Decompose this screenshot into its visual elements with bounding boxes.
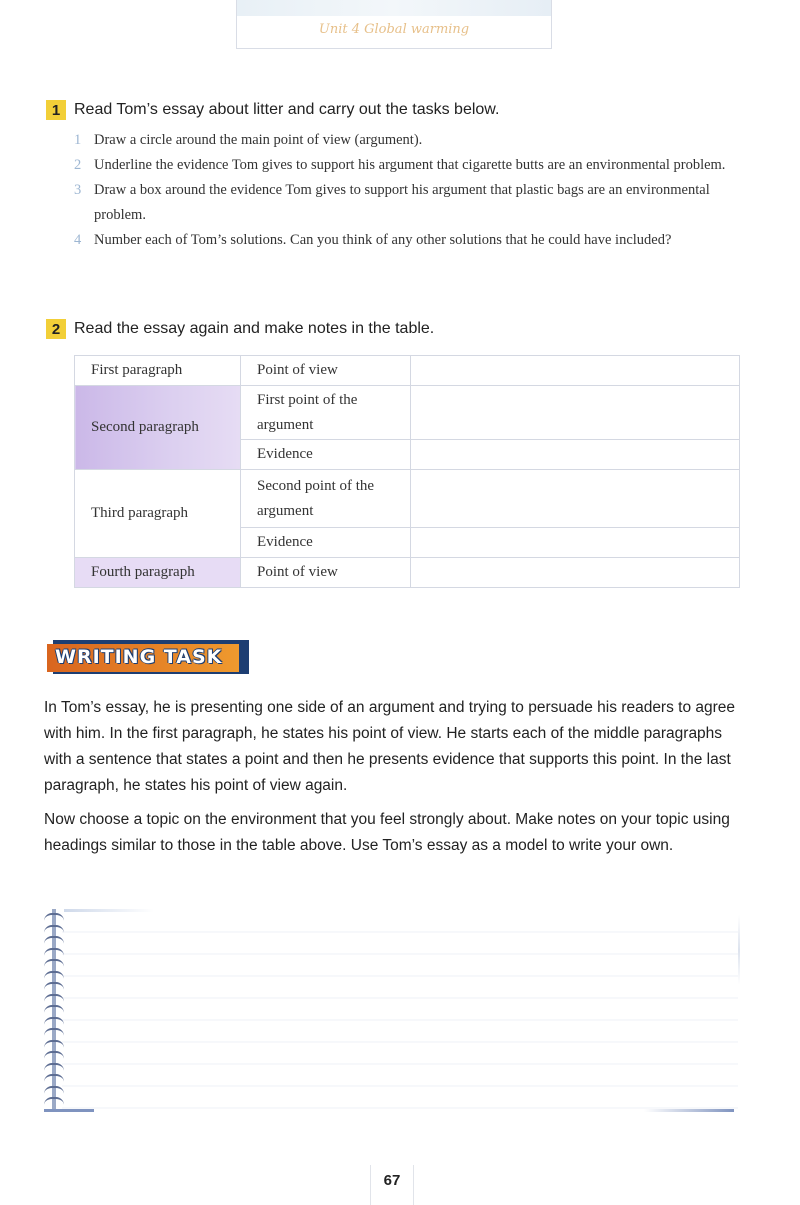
spiral-ring <box>44 925 64 933</box>
paragraph-label: Fourth paragraph <box>75 558 241 588</box>
spiral-ring <box>44 1017 64 1025</box>
task-number: 3 <box>74 182 82 198</box>
spiral-ring <box>44 948 64 956</box>
writing-task-paragraph-2: Now choose a topic on the environment that you feel strongly about. Make notes on your topic using headings similar to those in the table above. Use Tom’s essay as a model to write your own. <box>44 811 730 854</box>
writing-task-banner <box>47 640 249 674</box>
row-heading: Point of view <box>241 356 411 386</box>
notes-cell[interactable] <box>411 386 740 440</box>
task-list <box>74 128 744 253</box>
paragraph-label: First paragraph <box>75 356 241 386</box>
row-heading: Evidence <box>241 440 411 470</box>
page-number: 67 <box>383 1172 401 1189</box>
exercise-2-heading <box>46 319 434 339</box>
spiral-ring <box>44 936 64 944</box>
notes-cell[interactable] <box>411 356 740 386</box>
spiral-ring <box>44 959 64 967</box>
row-heading: First point of the argument <box>241 386 411 440</box>
row-heading: Second point of the argument <box>241 470 411 528</box>
list-item <box>74 228 744 253</box>
notepad-base <box>44 1109 94 1112</box>
spiral-ring <box>44 1005 64 1013</box>
spiral-ring <box>44 1063 64 1071</box>
notes-cell[interactable] <box>411 528 740 558</box>
banner-label: WRITING TASK <box>55 646 223 668</box>
spiral-ring <box>44 1028 64 1036</box>
spiral-ring <box>44 1040 64 1048</box>
list-item <box>74 128 744 153</box>
list-item <box>74 153 744 178</box>
exercise-2-instruction: Read the essay again and make notes in the table. <box>74 320 435 337</box>
notes-cell[interactable] <box>411 440 740 470</box>
task-text: Draw a circle around the main point of view (argument). <box>94 132 423 148</box>
task-number: 1 <box>74 132 82 148</box>
task-number: 2 <box>74 157 82 173</box>
spiral-ring <box>44 913 64 921</box>
unit-header <box>236 0 552 49</box>
task-text: Underline the evidence Tom gives to support his argument that cigarette butts are an environmental problem. <box>94 157 726 173</box>
spiral-ring <box>44 1097 64 1105</box>
list-item <box>74 178 744 228</box>
notepad-top-edge <box>64 909 154 912</box>
task-text: Draw a box around the evidence Tom gives to support his argument that plastic bags are an environmental problem. <box>94 182 710 223</box>
notepad-right-edge <box>738 915 740 985</box>
spiral-ring <box>44 1074 64 1082</box>
notepad-bottom-edge <box>644 1109 734 1112</box>
exercise-1-instruction: Read Tom’s essay about litter and carry out the tasks below. <box>74 101 500 118</box>
spiral-ring <box>44 994 64 1002</box>
notepad-sheet <box>62 911 738 1109</box>
notes-cell[interactable] <box>411 558 740 588</box>
table-row <box>75 356 740 386</box>
unit-label: Unit 4 Global warming <box>318 22 470 37</box>
notepad-illustration <box>44 905 744 1115</box>
task-number: 4 <box>74 232 82 248</box>
table-row <box>75 558 740 588</box>
exercise-1-heading <box>46 100 499 120</box>
spiral-ring <box>44 1051 64 1059</box>
header-tint <box>237 0 551 16</box>
table-row <box>75 470 740 528</box>
exercise-2-number: 2 <box>46 319 66 339</box>
page-number-box <box>370 1165 414 1205</box>
row-heading: Evidence <box>241 528 411 558</box>
spiral-ring <box>44 971 64 979</box>
notes-table <box>74 355 740 588</box>
notes-cell[interactable] <box>411 470 740 528</box>
exercise-1-number: 1 <box>46 100 66 120</box>
paragraph-label: Second paragraph <box>75 386 241 470</box>
table-row <box>75 386 740 440</box>
row-heading: Point of view <box>241 558 411 588</box>
paragraph-label: Third paragraph <box>75 470 241 558</box>
spiral-ring <box>44 1086 64 1094</box>
spiral-ring <box>44 982 64 990</box>
writing-task-paragraph-1: In Tom’s essay, he is presenting one side of an argument and trying to persuade his readers to agree with him. In the first paragraph, he states his point of view. He starts each of the middle paragraphs with a sentence that states a point and then he presents evidence that supports this point. In the last paragraph, he states his point of view again. <box>44 699 736 794</box>
task-text: Number each of Tom’s solutions. Can you think of any other solutions that he could have included? <box>94 232 672 248</box>
